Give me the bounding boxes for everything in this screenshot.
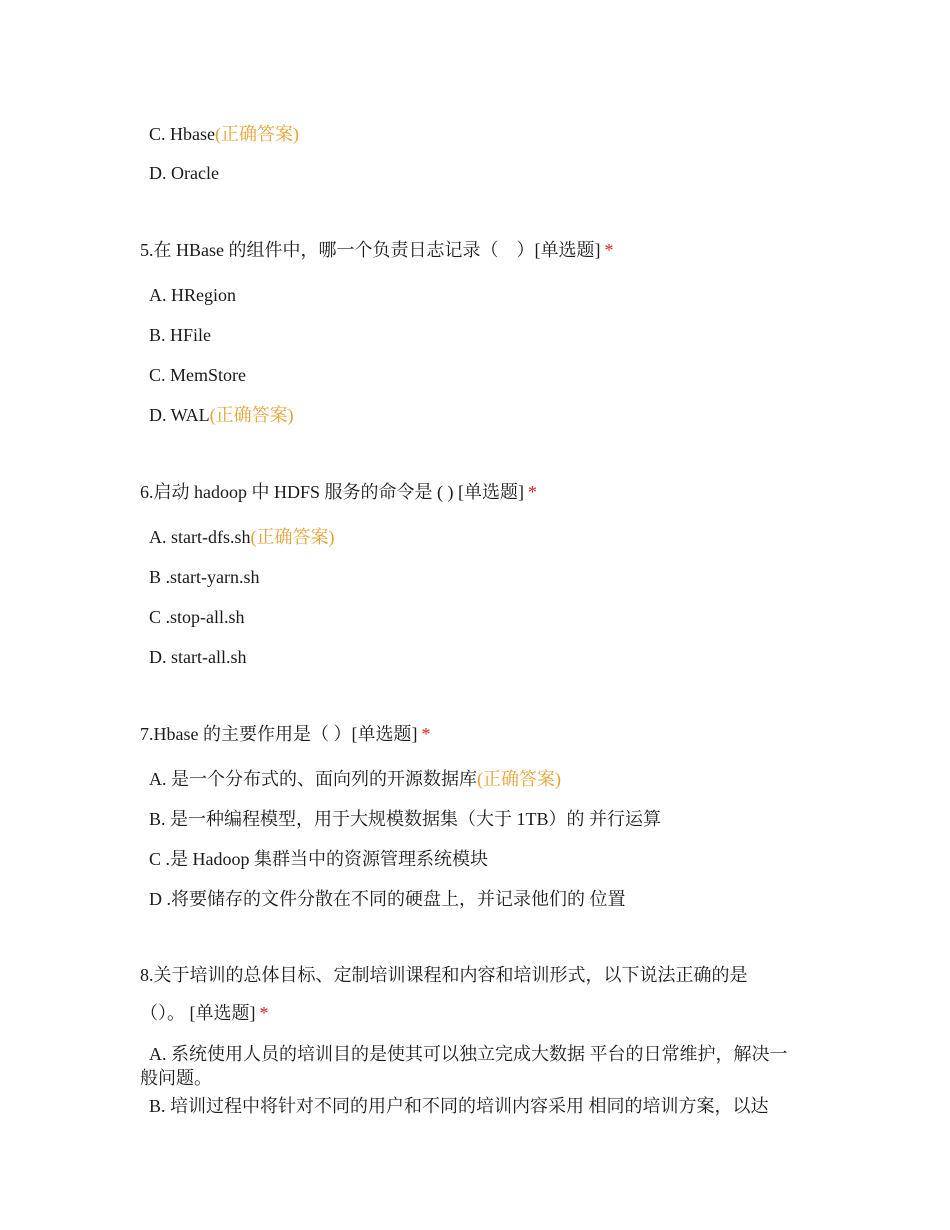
q8-title-text-1: 8.关于培训的总体目标、定制培训课程和内容和培训形式，以下说法正确的是 <box>140 965 748 985</box>
q8-title-text-2: （）。 [单选题] <box>140 1003 256 1023</box>
q5-option-d-label: D. WAL <box>149 405 210 425</box>
required-mark: * <box>604 240 614 260</box>
q5-option-b[interactable] <box>149 323 211 347</box>
correct-answer-tag: (正确答案) <box>250 527 335 547</box>
q7-option-b[interactable] <box>149 807 661 831</box>
q6-option-b[interactable] <box>149 565 259 589</box>
correct-answer-tag: (正确答案) <box>209 405 294 425</box>
q8-option-a[interactable] <box>140 1042 790 1090</box>
q6-option-a[interactable] <box>149 525 335 549</box>
q5-title-text: 5.在 HBase 的组件中，哪一个负责日志记录（ ）[单选题] <box>140 240 601 260</box>
q8-title-line1 <box>140 963 748 987</box>
q5-title <box>140 238 613 262</box>
q6-title <box>140 480 537 504</box>
q8-title-line2 <box>140 1001 269 1025</box>
correct-answer-tag: (正确答案) <box>215 124 299 144</box>
q7-title-text: 7.Hbase 的主要作用是（ ）[单选题] <box>140 724 418 744</box>
q5-option-a-label: A. HRegion <box>149 285 236 305</box>
q5-option-d[interactable] <box>149 403 294 427</box>
q7-option-c[interactable] <box>149 847 488 871</box>
q6-option-d[interactable] <box>149 645 246 669</box>
q7-option-c-label: C .是 Hadoop 集群当中的资源管理系统模块 <box>149 849 488 869</box>
q7-option-b-label: B. 是一种编程模型，用于大规模数据集（大于 1TB）的 并行运算 <box>149 809 662 829</box>
q6-option-c[interactable] <box>149 605 245 629</box>
q7-option-d[interactable] <box>149 887 626 911</box>
required-mark: * <box>527 482 537 502</box>
q4-option-c-label: C. Hbase <box>149 124 215 144</box>
required-mark: * <box>259 1003 269 1023</box>
q4-option-d-label: D. Oracle <box>149 163 219 183</box>
q4-option-c[interactable] <box>149 122 299 146</box>
q8-option-b-label: B. 培训过程中将针对不同的用户和不同的培训内容采用 相同的培训方案，以达 <box>149 1096 769 1116</box>
q6-option-c-label: C .stop-all.sh <box>149 607 245 627</box>
q6-option-b-label: B .start-yarn.sh <box>149 567 260 587</box>
q5-option-b-label: B. HFile <box>149 325 212 345</box>
q5-option-c[interactable] <box>149 363 246 387</box>
q8-option-b[interactable] <box>149 1094 769 1118</box>
q7-option-a-label: A. 是一个分布式的、面向列的开源数据库 <box>149 769 477 789</box>
required-mark: * <box>421 724 431 744</box>
q8-option-a-label: A. 系统使用人员的培训目的是使其可以独立完成大数据 平台的日常维护，解决一般问题。 <box>140 1044 788 1088</box>
q7-option-a[interactable] <box>149 767 561 791</box>
q6-title-text: 6.启动 hadoop 中 HDFS 服务的命令是 ( ) [单选题] <box>140 482 524 502</box>
q7-title <box>140 722 430 746</box>
q5-option-c-label: C. MemStore <box>149 365 246 385</box>
q4-option-d[interactable] <box>149 161 219 185</box>
q7-option-d-label: D .将要储存的文件分散在不同的硬盘上，并记录他们的 位置 <box>149 889 626 909</box>
correct-answer-tag: (正确答案) <box>477 769 561 789</box>
q6-option-a-label: A. start-dfs.sh <box>149 527 251 547</box>
q5-option-a[interactable] <box>149 283 236 307</box>
q6-option-d-label: D. start-all.sh <box>149 647 247 667</box>
